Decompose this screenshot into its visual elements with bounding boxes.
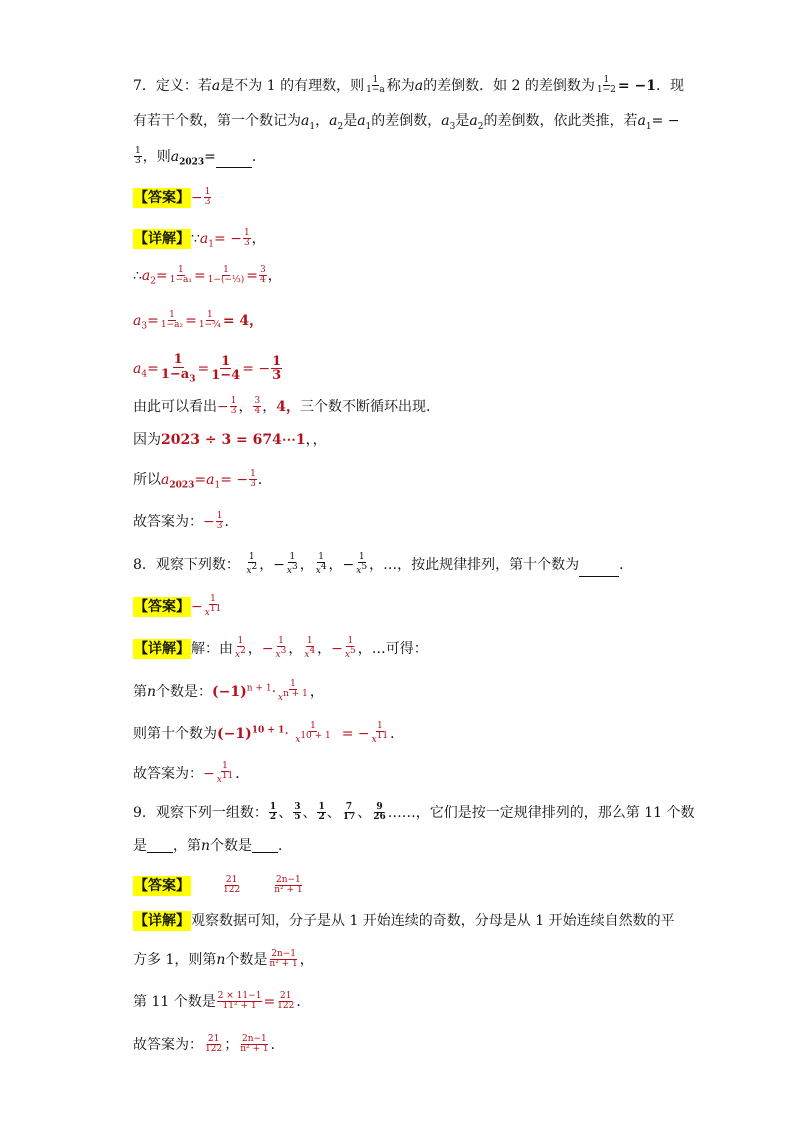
q9-answer: 【答案】 $\frac{21}{122}$ $\frac{2n-1}{\text{n² + 1}}$ [134, 875, 303, 896]
q8-line-1: 8．观察下列数： $\frac{1}{x^2}$ ，− $\frac{1}{x^3}$ ， $\frac{1}{x^4}$ ，− $\frac{1}{x^5}$ ，…，按此规律排列，第十个数为 ． [133, 552, 634, 577]
q9-final: 故答案为： $\frac{21}{122}$ ； $\frac{2n-1}{\text{n² + 1}}$ ． [133, 1034, 285, 1055]
solution-label: 【详解】 [134, 640, 190, 657]
var-a: a [211, 77, 221, 94]
q7-line-2: 有若干个数，第一个数记为$a_1$，$a_2$是$a_1$的差倒数，$a_3$是$a_2$的差倒数，依此类推，若$a_1=$ − [133, 113, 680, 132]
solution-label: 【详解】 [134, 913, 190, 929]
answer-blank[interactable] [216, 167, 252, 168]
q7-text: 7．定义：若 [133, 77, 212, 94]
q7-line-1: 7．定义：若a是不为 1 的有理数，则 $\frac{1}{1-a}$ 称为a的差倒数．如 2 的差倒数为 $\frac{1}{1-2}$ = −1．现 [133, 75, 684, 96]
q9-solution-3: 第 11 个数是 $\frac{2 \times 11-1}{\text{11² + 1}}$ = $\frac{21}{122}$ ． [133, 991, 311, 1012]
q9-solution-1: 【详解】观察数据可知，分子是从 1 开始连续的奇数，分母是从 1 开始连续自然数的平 [134, 913, 675, 929]
q8-final: 故答案为：− $\frac{1}{x^{11}}$ ． [133, 761, 250, 786]
q7-text: 的差倒数．如 2 的差倒数为 [423, 77, 595, 94]
answer-blank[interactable] [579, 576, 619, 577]
answer-blank[interactable] [147, 852, 173, 853]
q7-text: 是不为 1 的有理数，则 [220, 77, 365, 94]
q9-solution-2: 方多 1，则第n个数是 $\frac{2n-1}{\text{n² + 1}}$ ， [133, 949, 314, 970]
answer-label: 【答案】 [134, 877, 190, 894]
seq-term: $\frac{7}{17}$ [342, 802, 356, 823]
q7-text: 称为 [386, 77, 415, 94]
q7-solution-2: $\therefore a_2=$ $\frac{1}{\text{1−a₁}}$ = $\frac{1}{\text{1−(−⅓)}}$ = $\frac{3}{4}$ ， [133, 265, 282, 287]
solution-label: 【详解】 [134, 230, 190, 247]
fraction-1-over-1-minus-a: $\frac{1}{1-a}$ [366, 75, 385, 96]
q9-line-1: 9．观察下列一组数： $\frac{1}{2}$ 、 $\frac{3}{5}$ 、 $\frac{1}{2}$ 、 $\frac{7}{17}$ 、 $\frac{9}{26}$ ……，它们是按一定规律排列的，那么第 11 个数 [133, 802, 695, 823]
q7-solution-4: $a_4=$ $\frac{1}{1-a_3}$ = $\frac{1}{1-4}$ = − $\frac{1}{3}$ [133, 352, 282, 385]
answer-blank[interactable] [252, 852, 278, 853]
example-result: = −1 [617, 77, 656, 94]
q9-line-2: 是 ，第n个数是 ． [133, 838, 293, 854]
q7-answer: 【答案】− $\frac{1}{3}$ [134, 187, 211, 208]
q8-answer: 【答案】− $\frac{1}{x^{11}}$ [134, 594, 222, 619]
q7-solution-6: 因为2023 ÷ 3 = 674⋯1，， [133, 432, 327, 448]
answer-label: 【答案】 [134, 598, 190, 615]
q7-line-3: $\frac{1}{3}$ ，则$a_{2023}=$ ． [135, 146, 266, 168]
seq-term: $\frac{3}{5}$ [294, 802, 301, 823]
q7-final: 故答案为：− $\frac{1}{3}$ ． [133, 511, 239, 532]
seq-term: $\frac{1}{2}$ [269, 802, 277, 823]
q8-solution-3: 则第十个数为$(-1)^{10 + 1}\cdot$ $\frac{1}{x^{10 + 1}}$ = − $\frac{1}{x^{11}}$ ． [133, 721, 405, 746]
q7-solution-3: $a_3=$ $\frac{1}{\text{1−a₂}}$ = $\frac{1}{\text{1−¾}}$ = 4， [133, 310, 264, 332]
q7-solution-7: 所以$a_{2023}=a_1=$ − $\frac{1}{3}$ ． [133, 469, 272, 491]
q7-solution-1: 【详解】$\because a_1=$ − $\frac{1}{3}$ ， [134, 228, 266, 250]
seq-term: $\frac{1}{2}$ [318, 802, 325, 823]
answer-label: 【答案】 [134, 189, 190, 206]
seq-term: $\frac{9}{26}$ [373, 802, 386, 823]
q7-solution-5: 由此可以看出− $\frac{1}{3}$ ， $\frac{3}{4}$ ，4，三个数不断循环出现． [133, 396, 440, 417]
q8-solution-1: 【详解】解：由 $\frac{1}{x^2}$ ，− $\frac{1}{x^3}$ ， $\frac{1}{x^4}$ ，− $\frac{1}{x^5}$ ，…可得： [134, 636, 428, 661]
fraction-example: $\frac{1}{1-2}$ [596, 75, 616, 96]
q8-solution-2: 第n个数是：$(-1)^{n + 1}\cdot$ $\frac{1}{x^{n + 1}}$ ， [133, 679, 324, 704]
